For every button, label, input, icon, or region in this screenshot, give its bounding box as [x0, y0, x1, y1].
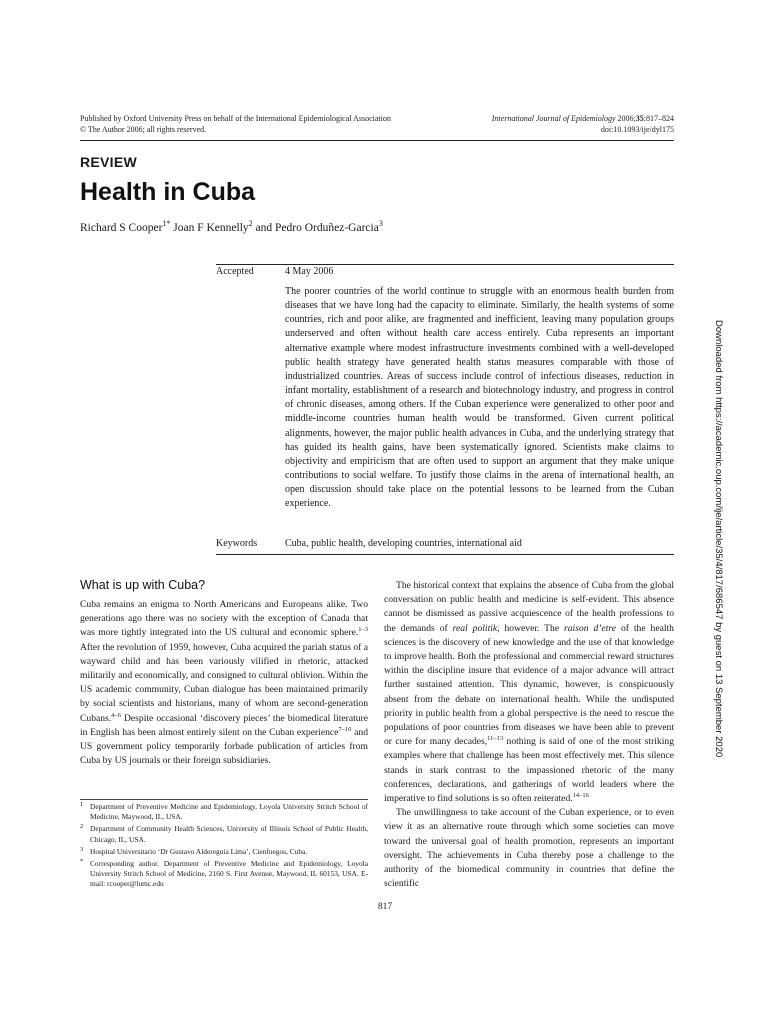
footnote: [80, 802, 368, 822]
footnote: [80, 847, 368, 857]
abstract-top-rule: [216, 264, 674, 265]
footnotes: [80, 802, 368, 892]
text-run: and US government policy temporarily forbade publication of articles from Cuba by US journals or their foreign subsidiaries.: [80, 726, 368, 767]
italic-term: raison d’etre: [564, 622, 617, 634]
abstract-bottom-rule: [216, 554, 674, 555]
copyright-line: © The Author 2006; all rights reserved.: [80, 125, 207, 134]
journal-citation: [354, 113, 674, 135]
journal-year: 2006;: [615, 114, 636, 123]
article-title: Health in Cuba: [80, 178, 256, 206]
author-list: [80, 219, 383, 234]
page-number: 817: [377, 902, 393, 912]
publisher-line: Published by Oxford University Press on behalf of the International Epidemiological Association: [80, 114, 391, 123]
corresponding-mark: *: [166, 219, 171, 229]
affiliation-mark: 3: [378, 219, 383, 229]
section-heading: What is up with Cuba?: [80, 578, 206, 592]
footnote-mark: 1: [80, 801, 84, 808]
footnote-text: Hospital Universitario ‘Dr Gustavo Aldereguia Lima’, Cienfuegos, Cuba.: [90, 846, 308, 856]
citation-ref[interactable]: 14–16: [572, 791, 589, 799]
text-run: After the revolution of 1959, however, Cuba acquired the pariah status of a wayward child and has been variously vilified in rhetoric, attacked militarily and economically, and consigned to cultural oblivion. Within the US academic community, Cuban dialogue has been maintained primarily by social scientists and historians, many of whom are second-generation Cubans.: [80, 641, 368, 724]
author-name: Joan F Kennelly: [173, 222, 249, 234]
text-run: , however. The: [497, 622, 565, 634]
text-run: of the health sciences is the discovery of new knowledge and the use of that knowledge to improve health. Both the professional and commercial reward structures within the discipline insure that evidence of a major advance will attract further sustained attention. This dynamic, however, is conspicuously absent from the debate on international health. While the undisputed priority in public health from a global perspective is the need to rescue the populations of poor countries from diseases we have been able to prevent or cure for many decades,: [384, 622, 674, 748]
footnote: [80, 824, 368, 844]
text-run: Despite occasional ‘discovery pieces’ the biomedical literature in English has been almost entirely silent on the Cuban experience: [80, 712, 368, 738]
footnote-mark: 3: [80, 845, 84, 853]
author-conjunction: and: [255, 222, 273, 234]
citation-ref[interactable]: 7–10: [338, 725, 352, 733]
footnote-divider: [80, 799, 368, 800]
journal-volume: 35: [635, 114, 644, 123]
italic-term: real politik: [452, 622, 498, 634]
paragraph: The unwillingness to take account of the Cuban experience, or to even view it as an alternative route through which some societies can move toward the universal goal of health promotion, represents an important oversight. The achievements in Cuba thereby pose a challenge to the authority of the biomedical community in countries that define the scientific: [384, 807, 674, 890]
footnote-text: Department of Preventive Medicine and Epidemiology, Loyola University Stritch School of Medicine, Maywood, IL, USA.: [90, 802, 368, 822]
citation-ref[interactable]: 4–6: [111, 711, 121, 719]
affiliation-mark: 2: [248, 219, 253, 229]
footnote-mark: 2: [80, 823, 84, 831]
author-name: Pedro Orduñez-Garcia: [275, 222, 379, 234]
abstract-text: The poorer countries of the world continue to struggle with an enormous health burden from diseases that we have long had the capacity to eliminate. Similarly, the health systems of some countries, rich and poor alike, are fragmented and inefficient, leaving many population groups underserved and often without health care access entirely. Cuba represents an important alternative example where modest infrastructure investments combined with a well-developed public health strategy have generated health status measures comparable with those of industrialized countries. Areas of success include control of infectious diseases, reduction in infant mortality, establishment of a research and biotechnology industry, and progress in control of chronic diseases, among others. If the Cuban experience were generalized to other poor and middle-income countries human health would be transformed. Given current political alignments, however, the major public health advances in Cuba, and the underlying strategy that has guided its health gains, have been systematically ignored. Scientists make claims to objectivity and empiricism that are often used to support an argument that they make unique contributions to social welfare. To justify those claims in the arena of international health, an open discussion should take place on the potential lessons to be learned from the Cuban experience.: [285, 286, 674, 510]
citation-ref[interactable]: 11–13: [487, 735, 504, 743]
section-label: REVIEW: [80, 154, 138, 170]
text-run: The historical context that explains the absence of Cuba from the global conversation on public health and medicine is self-evident. This absence cannot be dismissed as passive acquiescence of the health professions to the demands of: [384, 580, 674, 634]
doi[interactable]: doi:10.1093/ije/dyl175: [600, 125, 674, 134]
text-run: nothing is said of one of the most striking examples where that challenge has been most effectively met. This silence stands in stark contrast to the impassioned rhetoric of the many conferences, declarations, and gatherings of world leaders where the imperative to find solutions is so often reiterated.: [384, 736, 674, 805]
keywords-label: Keywords: [216, 538, 258, 549]
journal-name: International Journal of Epidemiology: [491, 114, 616, 123]
download-watermark: Downloaded from https://academic.oup.com/ije/article/35/4/817/686547 by guest on 13 September 2020: [713, 320, 724, 758]
footnote-text: Department of Community Health Sciences, University of Illinois School of Public Health, Chicago, IL, USA.: [90, 824, 368, 844]
journal-pages: :817–824: [643, 114, 674, 123]
accepted-label: Accepted: [216, 266, 254, 277]
keywords-text: Cuba, public health, developing countries, international aid: [285, 538, 522, 549]
header-divider: [80, 140, 674, 141]
footnote-mark: *: [80, 858, 84, 866]
author-name: Richard S Cooper: [80, 222, 163, 234]
body-column-right: [384, 579, 674, 891]
text-run: Cuba remains an enigma to North Americans and Europeans alike. Two generations ago there was no society with the exception of Canada that was more tightly integrated into the US cultural and economic sphere.: [80, 599, 368, 639]
citation-ref[interactable]: 1–3: [358, 626, 368, 634]
affiliation-mark: 1: [162, 219, 167, 229]
body-column-left: [80, 598, 368, 768]
accepted-date: 4 May 2006: [285, 266, 334, 277]
paragraph: [80, 598, 368, 768]
footnote: [80, 859, 368, 890]
paragraph: [384, 579, 674, 806]
footnote-text: Corresponding author. Department of Preventive Medicine and Epidemiology, Loyola University Stritch School of Medicine, 2160 S. First Avenue, Maywood, IL 60153, USA. E-mail: rcooper@lumc.edu: [90, 859, 368, 889]
